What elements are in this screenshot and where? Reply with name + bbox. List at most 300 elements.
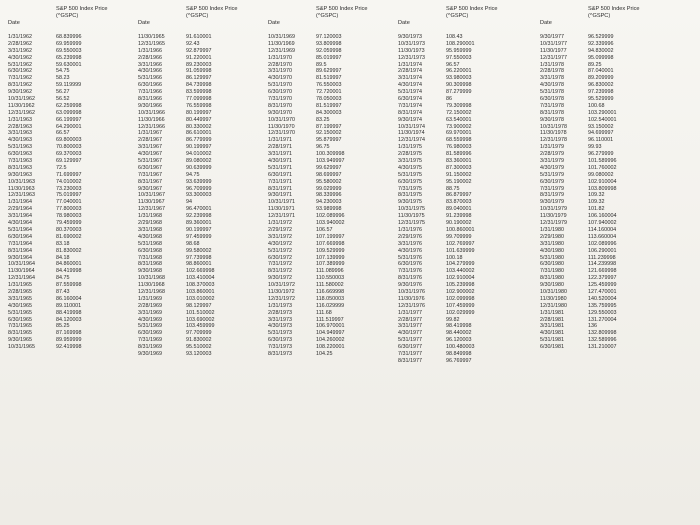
price-cell: 90.199997 <box>186 144 212 151</box>
table-row <box>540 317 648 324</box>
table-row <box>8 48 116 55</box>
table-row <box>540 68 648 75</box>
date-cell: 10/31/1977 <box>540 40 567 47</box>
price-cell: 110.550003 <box>316 275 345 282</box>
price-cell: 76.559998 <box>186 102 212 109</box>
date-cell: 4/30/1973 <box>268 323 292 330</box>
table-row <box>398 227 506 234</box>
price-cell: 83.25 <box>316 116 330 123</box>
price-cell: 86 <box>446 96 452 103</box>
date-cell: 1/31/1964 <box>8 199 32 206</box>
price-cell: 104.260002 <box>316 337 345 344</box>
table-row <box>398 96 506 103</box>
date-cell: 4/30/1981 <box>540 330 564 337</box>
table-row <box>268 255 376 262</box>
price-cell: 77.800003 <box>56 206 82 213</box>
date-cell: 10/31/1962 <box>8 96 35 103</box>
price-cell: 79.309998 <box>446 102 472 109</box>
price-cell: 109.529999 <box>316 247 345 254</box>
date-cell: 6/30/1972 <box>268 254 292 261</box>
price-cell: 98.129997 <box>186 302 212 309</box>
price-cell: 72.150002 <box>446 109 472 116</box>
table-row <box>398 351 506 358</box>
price-cell: 75.019997 <box>56 192 82 199</box>
date-cell: 7/31/1970 <box>268 96 292 103</box>
table-row <box>540 34 648 41</box>
date-cell: 1/31/1963 <box>8 116 32 123</box>
price-cell: 99.080002 <box>588 171 614 178</box>
price-cell: 81.589996 <box>446 151 472 158</box>
price-cell: 96.709999 <box>186 185 212 192</box>
table-row <box>398 220 506 227</box>
date-cell: 8/31/1973 <box>268 350 292 357</box>
date-cell: 2/28/1978 <box>540 68 564 75</box>
price-cell: 56.52 <box>56 96 70 103</box>
table-row <box>268 75 376 82</box>
date-cell: 3/31/1977 <box>398 323 422 330</box>
price-cell: 95.529999 <box>588 96 614 103</box>
table-row <box>268 89 376 96</box>
table-row <box>398 103 506 110</box>
table-row <box>8 268 116 275</box>
date-cell: 6/30/1967 <box>138 164 162 171</box>
price-cell: 97.709999 <box>186 330 212 337</box>
price-cell: 91.610001 <box>186 34 212 40</box>
price-cell: 106.290001 <box>588 247 617 254</box>
table-row <box>398 151 506 158</box>
table-row <box>540 261 648 268</box>
date-cell: 3/31/1975 <box>398 158 422 165</box>
table-row <box>138 192 246 199</box>
date-cell: 5/31/1963 <box>8 144 32 151</box>
table-row <box>8 303 116 310</box>
table-row <box>268 337 376 344</box>
date-cell: 5/31/1965 <box>8 309 32 316</box>
price-cell: 92.059998 <box>316 47 342 54</box>
price-cell: 87.169998 <box>56 330 82 337</box>
date-header: Date <box>8 20 20 26</box>
date-cell: 3/31/1971 <box>268 151 292 158</box>
table-row <box>8 330 116 337</box>
date-cell: 3/31/1976 <box>398 240 422 247</box>
price-cell: 94 <box>186 199 192 206</box>
price-cell: 140.520004 <box>588 295 617 302</box>
price-cell: 102.910004 <box>446 275 475 282</box>
price-cell: 104.949997 <box>316 330 345 337</box>
price-cell: 99.93 <box>588 144 602 151</box>
table-row <box>138 68 246 75</box>
date-cell: 12/31/1977 <box>540 54 567 61</box>
table-row <box>540 234 648 241</box>
table-row <box>268 303 376 310</box>
price-cell: 62.259998 <box>56 102 82 109</box>
date-cell: 12/31/1972 <box>268 295 295 302</box>
table-row <box>138 137 246 144</box>
table-row <box>138 213 246 220</box>
date-cell: 1/31/1976 <box>398 226 422 233</box>
date-cell: 8/31/1975 <box>398 192 422 199</box>
price-cell: 84.18 <box>56 254 70 261</box>
table-row <box>138 199 246 206</box>
date-cell: 1/31/1969 <box>138 295 162 302</box>
price-cell: 109.32 <box>588 192 605 199</box>
date-cell: 12/31/1963 <box>8 192 35 199</box>
table-row <box>540 41 648 48</box>
date-cell: 7/31/1972 <box>268 261 292 268</box>
date-cell: 2/28/1967 <box>138 137 162 144</box>
price-cell: 92.239998 <box>186 213 212 220</box>
table-row <box>540 137 648 144</box>
rows-container <box>138 34 246 358</box>
table-row <box>138 144 246 151</box>
price-cell: 102.029999 <box>446 309 475 316</box>
date-cell: 10/31/1964 <box>8 261 35 268</box>
table-row <box>540 62 648 69</box>
table-row <box>398 130 506 137</box>
date-cell: 8/31/1970 <box>268 102 292 109</box>
table-row <box>268 268 376 275</box>
date-cell: 2/28/1973 <box>268 309 292 316</box>
table-row <box>398 186 506 193</box>
date-cell: 8/31/1980 <box>540 275 564 282</box>
price-cell: 95.190002 <box>446 178 472 185</box>
price-cell: 98.440002 <box>446 330 472 337</box>
date-cell: 1/31/1972 <box>268 220 292 227</box>
price-cell: 87.559998 <box>56 282 82 289</box>
ticker-header: (^GSPC) <box>316 13 339 19</box>
price-cell: 131.210007 <box>588 344 617 351</box>
price-header: S&P 500 Index Price <box>588 6 640 12</box>
table-row <box>8 124 116 131</box>
date-cell: 4/30/1975 <box>398 164 422 171</box>
price-cell: 73.230003 <box>56 185 82 192</box>
price-cell: 95.510002 <box>186 344 212 351</box>
price-cell: 108.370003 <box>186 282 215 289</box>
date-cell: 9/30/1971 <box>268 192 292 199</box>
table-row <box>268 165 376 172</box>
table-row <box>268 137 376 144</box>
table-row <box>398 82 506 89</box>
table-row <box>268 206 376 213</box>
date-cell: 7/31/1971 <box>268 178 292 185</box>
date-cell: 10/31/1980 <box>540 288 567 295</box>
date-cell: 4/30/1974 <box>398 82 422 89</box>
price-cell: 77.040001 <box>56 199 82 206</box>
table-row <box>268 199 376 206</box>
price-cell: 84.739998 <box>186 82 212 89</box>
date-cell: 8/31/1969 <box>138 344 162 351</box>
date-cell: 2/29/1964 <box>8 206 32 213</box>
date-cell: 6/30/1978 <box>540 96 564 103</box>
table-row <box>540 213 648 220</box>
price-cell: 72.5 <box>56 164 67 171</box>
price-cell: 100.860001 <box>446 226 475 233</box>
date-cell: 4/30/1964 <box>8 220 32 227</box>
table-row <box>8 165 116 172</box>
table-row <box>138 234 246 241</box>
price-cell: 93.989998 <box>316 206 342 213</box>
table-row <box>398 337 506 344</box>
table-row <box>8 68 116 75</box>
table-row <box>138 124 246 131</box>
date-cell: 2/28/1969 <box>138 302 162 309</box>
price-cell: 122.379997 <box>588 275 617 282</box>
table-row <box>8 130 116 137</box>
table-row <box>540 282 648 289</box>
price-cell: 84.419998 <box>56 268 82 275</box>
price-cell: 100.18 <box>446 254 463 261</box>
table-row <box>540 110 648 117</box>
table-row <box>268 103 376 110</box>
price-cell: 86.610001 <box>186 130 212 137</box>
price-cell: 73.900002 <box>446 123 472 130</box>
table-row <box>268 227 376 234</box>
table-row <box>540 130 648 137</box>
price-cell: 92.43 <box>186 40 200 47</box>
date-cell: 6/30/1974 <box>398 96 422 103</box>
date-cell: 9/30/1976 <box>398 282 422 289</box>
date-header: Date <box>268 20 280 26</box>
price-cell: 102.099998 <box>446 295 475 302</box>
price-cell: 58.23 <box>56 75 70 82</box>
date-cell: 11/30/1977 <box>540 47 567 54</box>
table-row <box>268 282 376 289</box>
date-cell: 10/31/1969 <box>268 34 295 40</box>
price-cell: 95.879997 <box>316 137 342 144</box>
table-row <box>8 103 116 110</box>
price-cell: 81.519997 <box>316 102 342 109</box>
date-cell: 1/31/1965 <box>8 282 32 289</box>
price-cell: 104.25 <box>316 350 333 357</box>
price-cell: 111.519997 <box>316 316 344 323</box>
table-row <box>268 117 376 124</box>
table-row <box>268 220 376 227</box>
price-cell: 80.199997 <box>186 109 212 116</box>
price-cell: 78.980003 <box>56 213 82 220</box>
table-row <box>398 241 506 248</box>
date-cell: 5/31/1979 <box>540 171 564 178</box>
table-row <box>268 68 376 75</box>
date-cell: 4/30/1966 <box>138 68 162 75</box>
date-cell: 7/31/1962 <box>8 75 32 82</box>
table-row <box>398 172 506 179</box>
table-row <box>138 172 246 179</box>
price-cell: 102.769997 <box>446 240 475 247</box>
date-cell: 11/30/1971 <box>268 206 295 213</box>
price-cell: 97.239998 <box>588 89 614 96</box>
price-cell: 76.550003 <box>316 82 342 89</box>
table-row <box>268 62 376 69</box>
table-row <box>268 248 376 255</box>
date-cell: 6/30/1965 <box>8 316 32 323</box>
table-row <box>138 186 246 193</box>
price-cell: 90.309998 <box>446 82 472 89</box>
price-cell: 93.980003 <box>446 75 472 82</box>
price-cell: 81.519997 <box>316 75 342 82</box>
price-cell: 97.120003 <box>316 34 342 40</box>
date-cell: 10/31/1968 <box>138 275 165 282</box>
price-cell: 99.029999 <box>316 185 342 192</box>
table-row <box>138 103 246 110</box>
price-cell: 69.129997 <box>56 158 82 165</box>
price-cell: 98.699997 <box>316 171 342 178</box>
price-cell: 129.550003 <box>588 309 617 316</box>
table-row <box>138 179 246 186</box>
price-cell: 56.27 <box>56 89 70 96</box>
rows-container <box>8 34 116 351</box>
table-row <box>398 62 506 69</box>
table-row <box>268 213 376 220</box>
price-cell: 111.68 <box>316 309 332 316</box>
date-cell: 1/31/1962 <box>8 34 32 40</box>
date-cell: 6/30/1964 <box>8 233 32 240</box>
table-row <box>268 289 376 296</box>
table-row <box>138 275 246 282</box>
date-cell: 4/30/1965 <box>8 302 32 309</box>
date-cell: 8/31/1962 <box>8 82 32 89</box>
date-cell: 11/30/1976 <box>398 295 425 302</box>
price-cell: 96.529999 <box>588 34 614 40</box>
price-cell: 69.800003 <box>56 137 82 144</box>
date-cell: 6/30/1970 <box>268 89 292 96</box>
table-row <box>8 192 116 199</box>
date-cell: 1/31/1966 <box>138 47 162 54</box>
table-row <box>540 117 648 124</box>
table-row <box>268 317 376 324</box>
rows-container <box>398 34 506 365</box>
date-cell: 10/31/1967 <box>138 192 165 199</box>
price-cell: 127.470001 <box>588 288 617 295</box>
table-row <box>138 289 246 296</box>
price-cell: 91.239998 <box>446 213 472 220</box>
price-cell: 95.099998 <box>588 54 614 61</box>
date-cell: 5/31/1968 <box>138 240 162 247</box>
price-cell: 89.360001 <box>186 220 212 227</box>
table-row <box>8 220 116 227</box>
price-cell: 83.18 <box>56 240 70 247</box>
date-cell: 5/31/1971 <box>268 164 292 171</box>
table-row <box>398 268 506 275</box>
table-row <box>268 330 376 337</box>
table-row <box>138 303 246 310</box>
table-row <box>398 199 506 206</box>
table-row <box>540 192 648 199</box>
price-cell: 108.43 <box>446 34 463 40</box>
date-cell: 11/30/1966 <box>138 116 165 123</box>
table-row <box>398 55 506 62</box>
price-cell: 116.669998 <box>316 288 345 295</box>
date-cell: 4/30/1977 <box>398 330 422 337</box>
table-row <box>540 103 648 110</box>
date-cell: 9/30/1968 <box>138 268 162 275</box>
price-cell: 87.300003 <box>446 164 472 171</box>
date-cell: 7/31/1966 <box>138 89 162 96</box>
price-cell: 131.270004 <box>588 316 617 323</box>
table-row <box>268 48 376 55</box>
price-cell: 87.199997 <box>316 123 342 130</box>
table-row <box>138 96 246 103</box>
price-cell: 86.779999 <box>186 137 212 144</box>
date-header: Date <box>138 20 150 26</box>
price-cell: 103.459999 <box>186 323 215 330</box>
table-row <box>540 144 648 151</box>
date-cell: 4/30/1970 <box>268 75 292 82</box>
date-cell: 12/31/1965 <box>138 40 165 47</box>
date-cell: 9/30/1969 <box>138 350 162 357</box>
price-cell: 83.599998 <box>186 89 212 96</box>
date-cell: 5/31/1973 <box>268 330 292 337</box>
table-row <box>398 323 506 330</box>
table-row <box>138 151 246 158</box>
table-row <box>540 289 648 296</box>
price-cell: 106.160004 <box>588 213 617 220</box>
date-cell: 4/30/1978 <box>540 82 564 89</box>
date-cell: 5/31/1981 <box>540 337 564 344</box>
price-cell: 96.220001 <box>446 68 472 75</box>
table-row <box>540 310 648 317</box>
price-cell: 84.75 <box>56 275 70 282</box>
table-row <box>398 344 506 351</box>
price-cell: 98.860001 <box>186 261 212 268</box>
table-row <box>138 206 246 213</box>
table-row <box>8 158 116 165</box>
table-row <box>268 234 376 241</box>
table-row <box>398 358 506 365</box>
date-cell: 9/30/1965 <box>8 337 32 344</box>
date-cell: 8/31/1967 <box>138 178 162 185</box>
date-cell: 3/31/1978 <box>540 75 564 82</box>
data-column <box>540 6 648 351</box>
table-row <box>8 96 116 103</box>
date-cell: 11/30/1980 <box>540 295 567 302</box>
table-row <box>8 317 116 324</box>
date-cell: 5/31/1975 <box>398 171 422 178</box>
table-row <box>398 289 506 296</box>
price-cell: 95.959999 <box>446 47 472 54</box>
table-row <box>8 344 116 351</box>
table-row <box>540 96 648 103</box>
price-cell: 103.809998 <box>588 185 617 192</box>
date-cell: 6/30/1962 <box>8 68 32 75</box>
price-cell: 97.550003 <box>446 54 472 61</box>
price-cell: 71.699997 <box>56 171 82 178</box>
date-cell: 10/31/1978 <box>540 123 567 130</box>
price-cell: 92.339996 <box>588 40 614 47</box>
price-cell: 102.910004 <box>588 178 617 185</box>
table-row <box>540 158 648 165</box>
price-cell: 86.879997 <box>446 192 472 199</box>
date-cell: 11/30/1968 <box>138 282 165 289</box>
table-row <box>138 41 246 48</box>
date-cell: 6/30/1976 <box>398 261 422 268</box>
table-row <box>398 34 506 41</box>
date-cell: 4/30/1962 <box>8 54 32 61</box>
date-cell: 2/28/1971 <box>268 144 292 151</box>
date-cell: 6/30/1968 <box>138 247 162 254</box>
date-cell: 5/31/1976 <box>398 254 422 261</box>
date-cell: 9/30/1970 <box>268 109 292 116</box>
price-cell: 89.110001 <box>56 302 82 309</box>
table-row <box>540 48 648 55</box>
price-cell: 94.75 <box>186 171 200 178</box>
table-row <box>138 48 246 55</box>
table-row <box>138 34 246 41</box>
price-cell: 89.209999 <box>588 75 614 82</box>
date-cell: 8/31/1977 <box>398 357 422 364</box>
date-cell: 1/31/1967 <box>138 130 162 137</box>
date-cell: 6/30/1963 <box>8 151 32 158</box>
table-row <box>268 192 376 199</box>
